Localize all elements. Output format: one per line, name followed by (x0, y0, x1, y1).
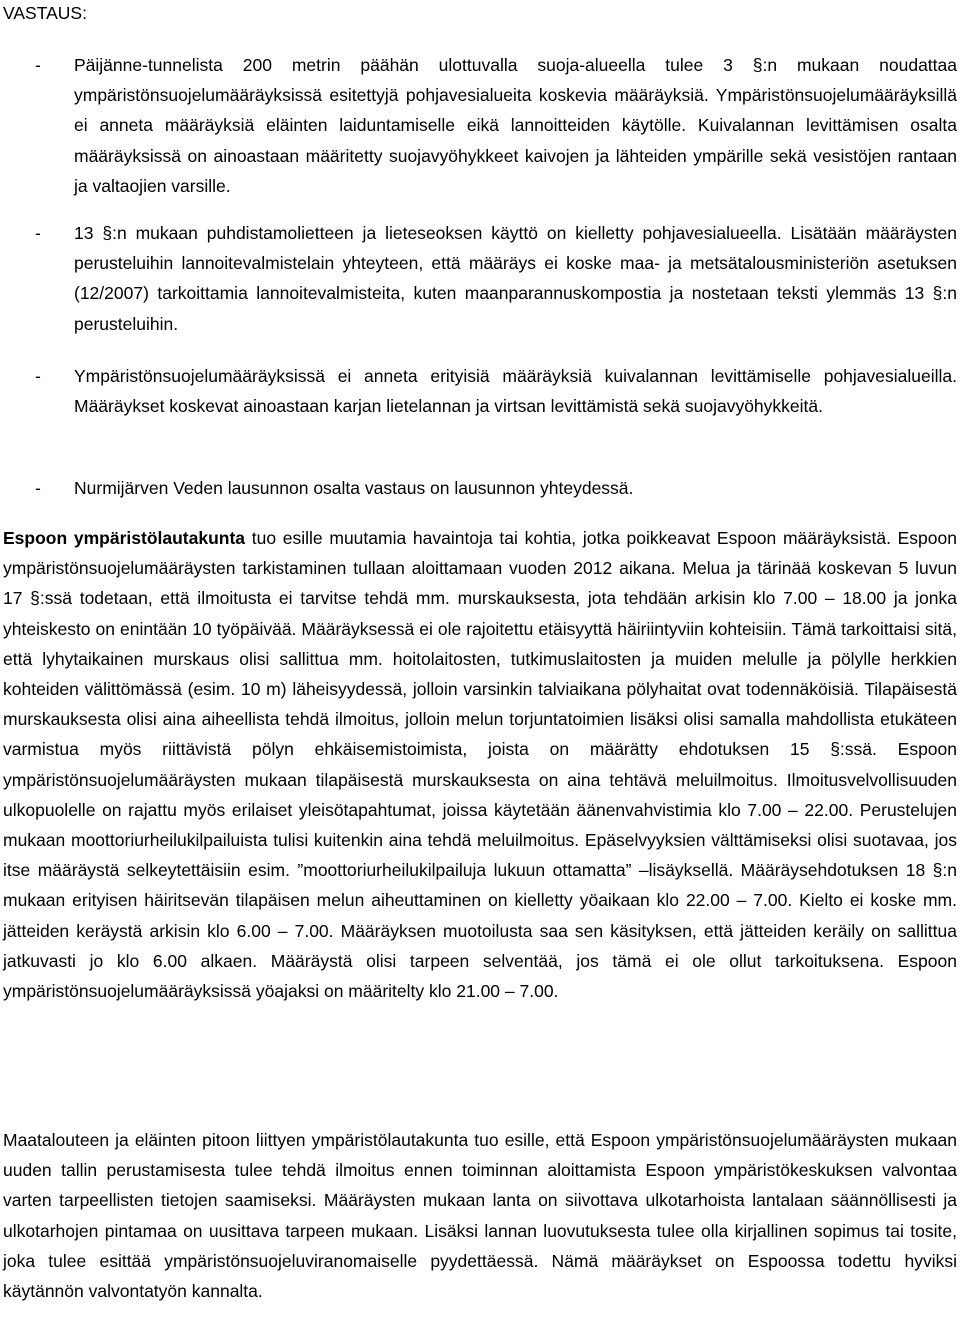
espoo-board-name: Espoon ympäristölautakunta (3, 528, 246, 548)
list-item-text: Nurmijärven Veden lausunnon osalta vastaus on lausunnon yhteydessä. (74, 478, 634, 498)
paragraph-espoo (3, 523, 957, 1006)
list-dash: - (35, 55, 41, 75)
list-dash: - (35, 478, 41, 498)
list-dash: - (35, 366, 41, 386)
list-item (35, 50, 957, 201)
list-item (35, 218, 957, 339)
paragraph-espoo-text: tuo esille muutamia havaintoja tai kohtia, jotka poikkeavat Espoon määräyksistä. Espoon ympäristönsuojelumääräysten tarkistaminen tullaan aloittamaan vuoden 2012 aikana. Melua ja tärinää koskevan 5 luvun 17 §:ssä todetaan, että ilmoitusta ei tarvitse tehdä mm. murskauksesta, jota tehdään arkisin klo 7.00 – 18.00 ja jonka yhteiskesto on enintään 10 työpäivää. Määräyksessä ei ole rajoitettu etäisyyttä häiriintyviin kohteisiin. Tämä tarkoittaisi sitä, että lyhytaikainen murskaus olisi sallittua mm. hoitolaitosten, tutkimuslaitosten ja muiden melulle ja pölylle herkkien kohteiden välittömässä (esim. 10 m) läheisyydessä, jolloin varsinkin talviaikana pölyhaitat ovat todennäköisiä. Tilapäisestä murskauksesta olisi aina aiheellista tehdä ilmoitus, jolloin melun torjuntatoimien lisäksi olisi samalla mahdollista etukäteen varmistua myös riittävistä pölyn ehkäisemistoimista, joista on määrätty ehdotuksen 15 §:ssä. Espoon ympäristönsuojelumääräysten mukaan tilapäisestä murskauksesta on aina tehtävä meluilmoitus. Ilmoitusvelvollisuuden ulkopuolelle on rajattu myös erilaiset yleisötapahtumat, joissa käytetään äänenvahvistimia klo 7.00 – 22.00. Perustelujen mukaan moottoriurheilukilpailuista tulisi kuitenkin aina tehdä meluilmoitus. Epäselvyyksien välttämiseksi olisi suotavaa, jos itse määräystä selkeytettäisiin esim. ”moottoriurheilukilpailuja lukuun ottamatta” –lisäyksellä. Määräysehdotuksen 18 §:n mukaan erityisen häiritsevän tilapäisen melun aiheuttaminen on kielletty yöaikaan klo 22.00 – 7.00. Kielto ei koske mm. jätteiden keräystä arkisin klo 6.00 – 7.00. Määräyksen muotoilusta saa sen käsityksen, että jätteiden keräily on sallittua jatkuvasti jo klo 6.00 alkaen. Määräystä olisi tarpeen selventää, jos tämä ei ole ollut tarkoituksena. Espoon ympäristönsuojelumääräyksissä yöajaksi on määritelty klo 21.00 – 7.00. (3, 528, 957, 1002)
list-item-text: Päijänne-tunnelista 200 metrin päähän ulottuvalla suoja-alueella tulee 3 §:n mukaan noudattaa ympäristönsuojelumääräyksissä esitettyjä pohjavesialueita koskevia määräyksiä. Ympäristönsuojelumääräyksillä ei anneta määräyksiä eläinten laiduntamiselle eikä lannoitteiden käytölle. Kuivalannan levittämisen osalta määräyksissä on ainoastaan määritetty suojavyöhykkeet kaivojen ja lähteiden ympärille sekä vesistöjen rantaan ja valtaojien varsille. (74, 55, 957, 196)
list-item-text: Ympäristönsuojelumääräyksissä ei anneta erityisiä määräyksiä kuivalannan levittämiselle pohjavesialueilla. Määräykset koskevat ainoastaan karjan lietelannan ja virtsan levittämistä sekä suojavyöhykkeitä. (74, 366, 957, 417)
paragraph-agriculture: Maatalouteen ja eläinten pitoon liittyen ympäristölautakunta tuo esille, että Espoon ympäristönsuojelumääräysten mukaan uuden tallin perustamisesta tulee tehdä ilmoitus ennen toiminnan aloittamista Espoon ympäristökeskuksen valvontaa varten tarpeellisten tietojen saamiseksi. Määräysten mukaan lanta on siivottava ulkotarhoista lantalaan säännöllisesti ja ulkotarhojen pintamaa on uusittava tarpeen mukaan. Lisäksi lannan luovutuksesta tulee olla kirjallinen sopimus tai tosite, joka tulee esittää ympäristönsuojeluviranomaiselle pyydettäessä. Nämä määräykset on Espoossa todettu hyviksi käytännön valvontatyön kannalta. (3, 1130, 957, 1302)
list-item (35, 361, 957, 421)
list-item-text: 13 §:n mukaan puhdistamolietteen ja lieteseoksen käyttö on kielletty pohjavesialueella. Lisätään määräysten perusteluihin lannoitevalmistelain yhteyteen, että määräys ei koske maa- ja metsätalousministeriön asetuksen (12/2007) tarkoittamia lannoitevalmisteita, kuten maanparannuskompostia ja nostetaan teksti ylemmäs 13 §:n perusteluihin. (74, 223, 957, 334)
heading: VASTAUS: (3, 3, 87, 23)
list-dash: - (35, 223, 41, 243)
list-item (35, 473, 957, 503)
